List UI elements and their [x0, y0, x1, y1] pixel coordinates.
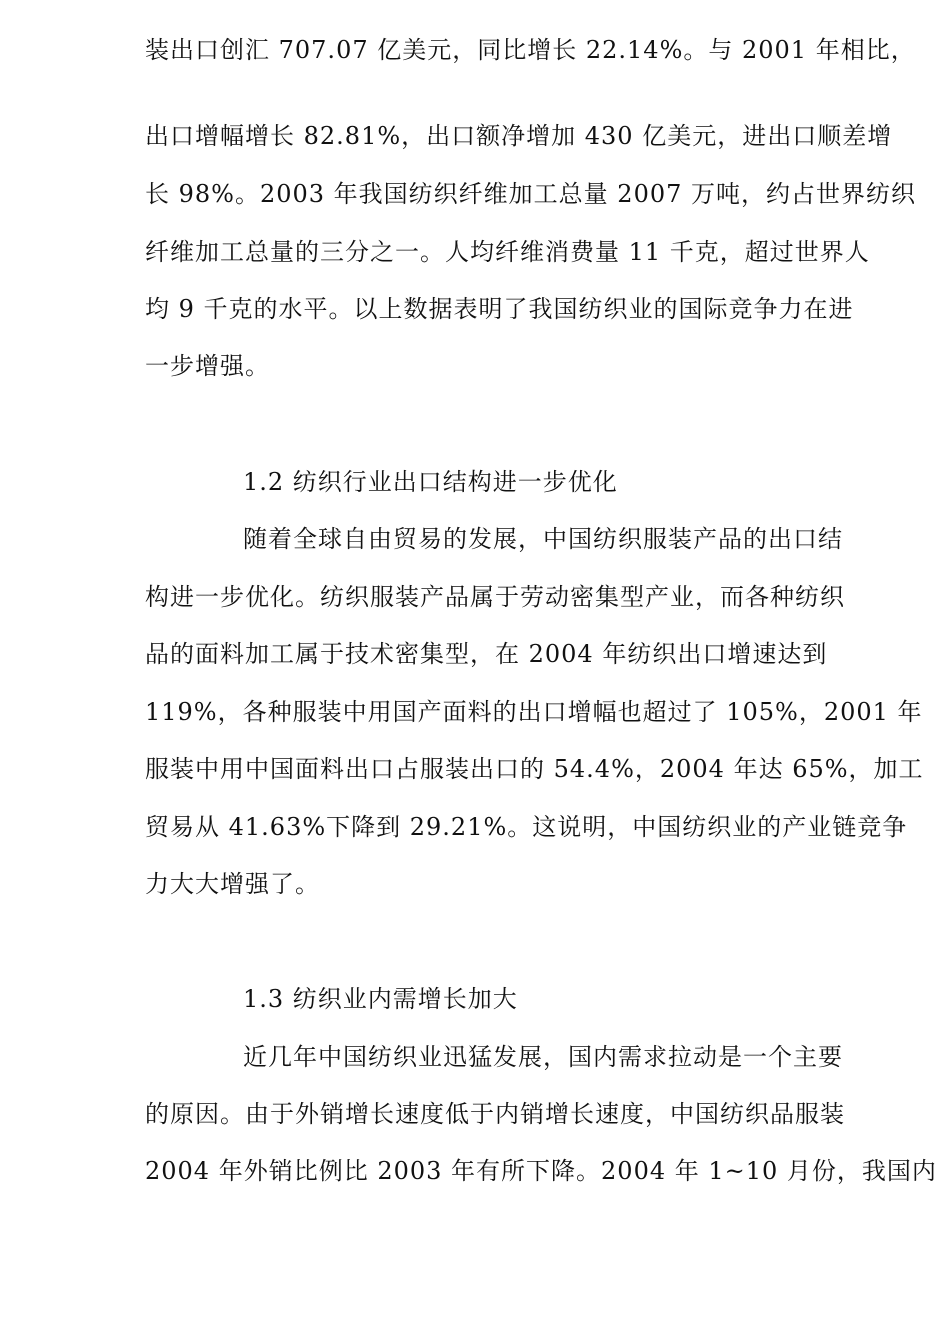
text-line: 随着全球自由贸易的发展，中国纺织服装产品的出口结	[243, 525, 843, 553]
text-line: 装出口创汇 707.07 亿美元，同比增长 22.14%。与 2001 年相比，	[145, 36, 916, 64]
text-line: 纤维加工总量的三分之一。人均纤维消费量 11 千克，超过世界人	[145, 238, 870, 266]
text-line: 构进一步优化。纺织服装产品属于劳动密集型产业，而各种纺织	[145, 583, 845, 611]
section-heading-1-2: 1.2 纺织行业出口结构进一步优化	[243, 468, 618, 496]
text-line: 力大大增强了。	[145, 870, 320, 898]
text-line: 近几年中国纺织业迅猛发展，国内需求拉动是一个主要	[243, 1043, 843, 1071]
text-line: 119%，各种服装中用国产面料的出口增幅也超过了 105%，2001 年	[145, 698, 923, 726]
text-line: 均 9 千克的水平。以上数据表明了我国纺织业的国际竞争力在进	[145, 295, 854, 323]
text-line: 一步增强。	[145, 352, 270, 380]
text-line: 贸易从 41.63%下降到 29.21%。这说明，中国纺织业的产业链竞争	[145, 813, 908, 841]
text-line: 长 98%。2003 年我国纺织纤维加工总量 2007 万吨，约占世界纺织	[145, 180, 917, 208]
section-heading-1-3: 1.3 纺织业内需增长加大	[243, 985, 518, 1013]
text-line: 出口增幅增长 82.81%，出口额净增加 430 亿美元，进出口顺差增	[145, 122, 893, 150]
text-line: 服装中用中国面料出口占服装出口的 54.4%，2004 年达 65%，加工	[145, 755, 924, 783]
text-line: 品的面料加工属于技术密集型，在 2004 年纺织出口增速达到	[145, 640, 828, 668]
text-line: 的原因。由于外销增长速度低于内销增长速度，中国纺织品服装	[145, 1100, 845, 1128]
text-line: 2004 年外销比例比 2003 年有所下降。2004 年 1~10 月份，我国内	[145, 1157, 937, 1185]
